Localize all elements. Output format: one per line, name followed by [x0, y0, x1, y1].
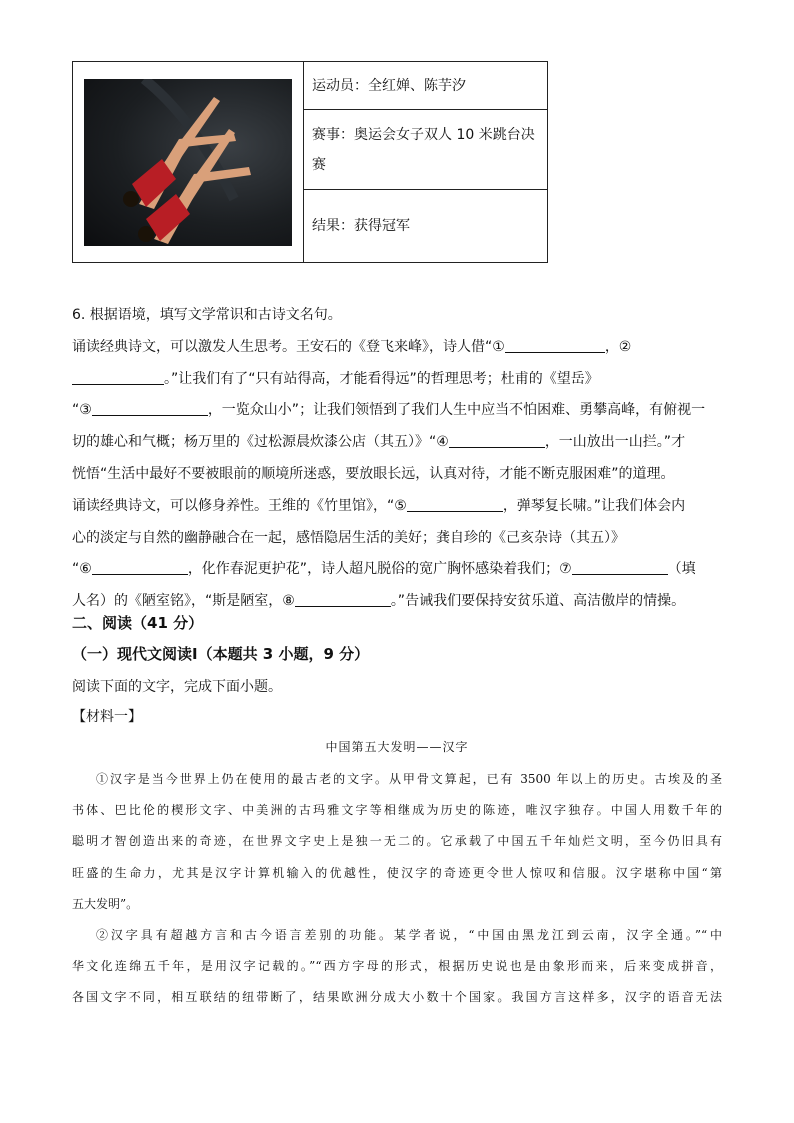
blank-4[interactable] — [449, 432, 545, 448]
q6-text: ，一览众山小”；让我们领悟到了我们人生中应当不怕困难、勇攀高峰，有俯视一 — [207, 402, 706, 419]
article-line: 华文化连绵五千年，是用汉字记载的。”“西方字母的形式，根据历史说也是由象形而来，后来变成拼音， — [72, 959, 722, 974]
q6-line-6 — [72, 491, 726, 523]
blank-6[interactable] — [92, 559, 188, 575]
athlete-info-table — [72, 61, 548, 263]
article-title: 中国第五大发明——汉字 — [325, 740, 469, 754]
q6-line-7: 心的淡定与自然的幽静融合在一起，感悟隐居生活的美好；龚自珍的《己亥杂诗（其五）》 — [72, 529, 625, 546]
result-cell — [304, 190, 547, 262]
athletes-cell — [304, 62, 547, 110]
divers-illustration — [84, 79, 292, 246]
q6-line-4 — [72, 427, 726, 459]
article-line: 聪明才智创造出来的奇迹，在世界文字史上是独一无二的。它承载了中国五千年灿烂文明，至今仍旧具有 — [72, 834, 722, 849]
blank-1[interactable] — [505, 337, 605, 353]
q6-text: 。”告诫我们要保持安贫乐道、高洁傲岸的情操。 — [390, 593, 686, 610]
blank-8[interactable] — [295, 591, 391, 607]
question-6 — [72, 300, 726, 618]
blank-7[interactable] — [572, 559, 668, 575]
q6-text: 诵读经典诗文，可以激发人生思考。王安石的《登飞来峰》，诗人借“① — [72, 338, 505, 355]
section-2-heading: 二、阅读（41 分） — [72, 614, 204, 632]
event-text-line1: 赛事：奥运会女子双人 10 米跳台决 — [312, 126, 535, 143]
q6-line-3 — [72, 395, 726, 427]
q6-text: 。”让我们有了“只有站得高，才能看得远”的哲理思考；杜甫的《望岳》 — [164, 370, 599, 387]
q6-text: ，一山放出一山拦。”才 — [544, 434, 686, 451]
article-line: 旺盛的生命力，尤其是汉字计算机输入的优越性，使汉字的奇迹更令世人惊叹和信服。汉字堪称中国“第 — [72, 865, 722, 880]
q6-text: 人名）的《陋室铭》，“斯是陋室，⑧ — [72, 593, 295, 610]
article-line: 五大发明”。 — [72, 896, 139, 911]
q6-text: 诵读经典诗文，可以修身养性。王维的《竹里馆》，“⑤ — [72, 497, 407, 514]
article-line: ①汉字是当今世界上仍在使用的最古老的文字。从甲骨文算起，已有 3500 年以上的历史。古埃及的圣 — [96, 772, 722, 786]
q6-line-5: 恍悟“生活中最好不要被眼前的顺境所迷惑，要放眼长远，认真对待，才能不断克服困难”的道理。 — [72, 465, 675, 482]
photo-cell — [73, 62, 304, 262]
q6-text: “⑥ — [72, 561, 92, 578]
blank-2[interactable] — [72, 369, 164, 385]
q6-text: ，② — [604, 338, 632, 355]
q6-line-1 — [72, 332, 726, 364]
athletes-text: 运动员：全红婵、陈芋汐 — [312, 77, 466, 94]
q6-line-2 — [72, 364, 726, 396]
section-2-1-heading: （一）现代文阅读Ⅰ（本题共 3 小题，9 分） — [72, 645, 370, 663]
blank-3[interactable] — [92, 400, 208, 416]
event-cell — [304, 110, 547, 190]
blank-5[interactable] — [407, 496, 503, 512]
q6-title: 6. 根据语境，填写文学常识和古诗文名句。 — [72, 307, 342, 323]
q6-line-8 — [72, 554, 726, 586]
result-text: 结果：获得冠军 — [312, 218, 410, 234]
article-line: 书体、巴比伦的楔形文字、中美洲的古玛雅文字等相继成为历史的陈迹，唯汉字独存。中国人用数千年的 — [72, 803, 722, 818]
q6-text: ，化作春泥更护花”，诗人超凡脱俗的宽广胸怀感染着我们；⑦ — [187, 561, 572, 578]
q6-text: （填 — [667, 561, 696, 578]
event-text-line2: 赛 — [312, 156, 326, 173]
reading-instruction: 阅读下面的文字，完成下面小题。 — [72, 679, 282, 695]
q6-text: 切的雄心和气概；杨万里的《过松源晨炊漆公店（其五）》“④ — [72, 434, 449, 451]
material-label: 【材料一】 — [72, 709, 142, 725]
q6-text: ，弹琴复长啸。”让我们体会内 — [502, 497, 686, 514]
diving-photo — [84, 79, 292, 246]
article-body — [72, 764, 722, 1014]
article-line: 各国文字不同，相互联结的纽带断了，结果欧洲分成大小数十个国家。我国方言这样多，汉字的语音无法 — [72, 990, 722, 1005]
q6-text: “③ — [72, 402, 92, 419]
article-line: ②汉字具有超越方言和古今语言差别的功能。某学者说，“中国由黑龙江到云南，汉字全通。”“中 — [96, 927, 722, 942]
info-text-column — [304, 62, 547, 262]
